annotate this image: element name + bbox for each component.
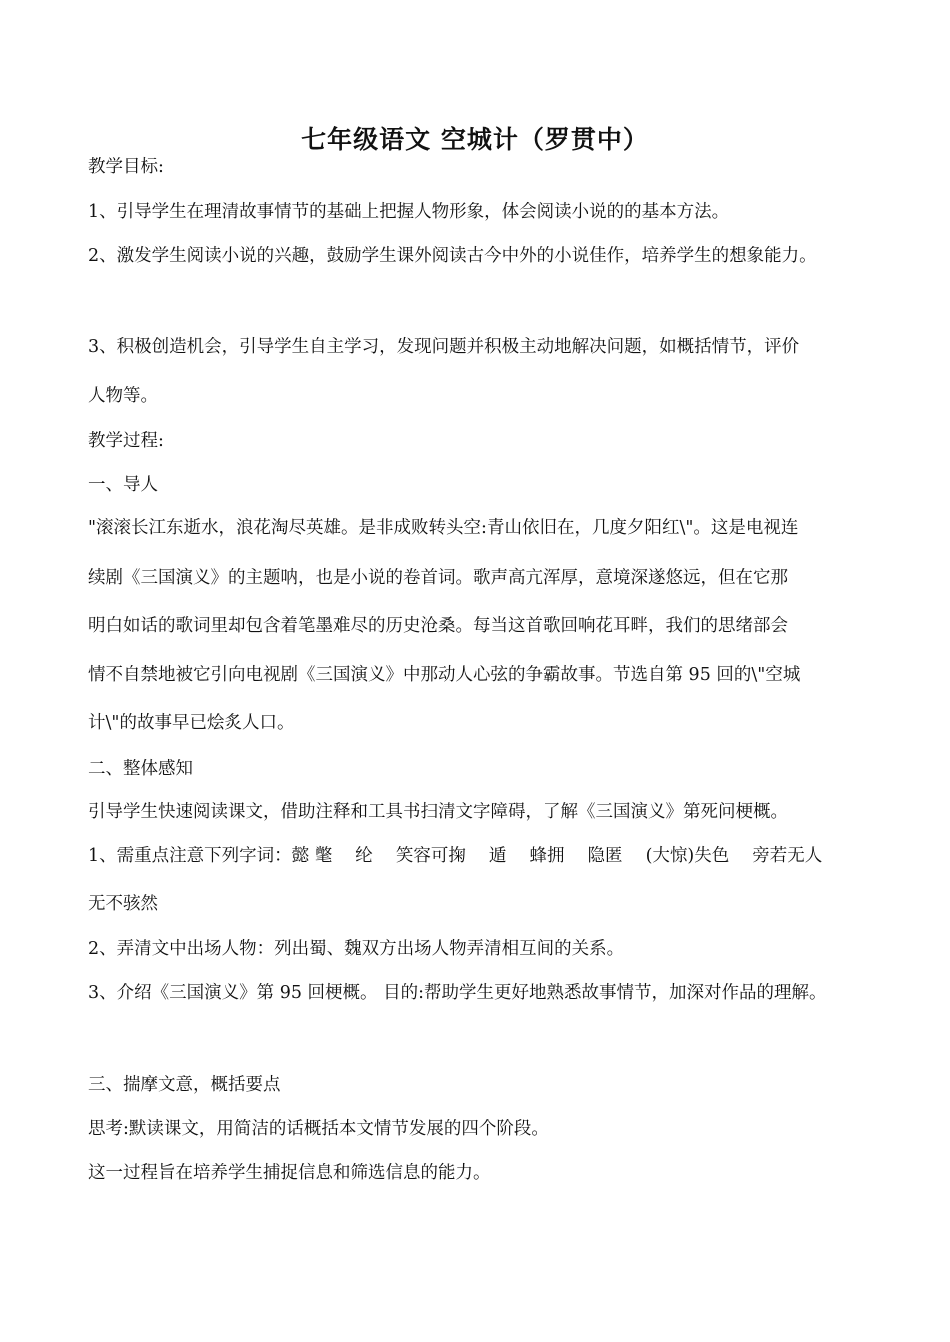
intro-paragraph-line-1: "滚滚长江东逝水，浪花淘尽英雄。是非成败转头空:青山依旧在，几度夕阳红\"。这是电视连 [88, 518, 799, 538]
perception-item-2: 2、弄清文中出场人物：列出蜀、魏双方出场人物弄清相互间的关系。 [88, 939, 625, 959]
intro-paragraph-line-5: 计\"的故事早已烩炙人口。 [88, 713, 295, 733]
perception-item-1-continued: 无不骇然 [88, 894, 158, 914]
step-heading-overall-perception: 二、整体感知 [88, 759, 193, 779]
step-heading-introduction: 一、导人 [88, 475, 158, 495]
analysis-question: 思考:默读课文，用简洁的话概括本文情节发展的四个阶段。 [88, 1119, 549, 1139]
analysis-purpose: 这一过程旨在培养学生捕捉信息和筛选信息的能力。 [88, 1163, 491, 1183]
document-title: 七年级语文 空城计（罗贯中） [301, 125, 649, 154]
section-heading-objectives: 教学目标: [88, 157, 164, 177]
step-heading-analysis: 三、揣摩文意，概括要点 [88, 1075, 281, 1095]
perception-intro: 引导学生快速阅读课文，借助注释和工具书扫清文字障碍，了解《三国演义》第死问梗概。 [88, 802, 788, 822]
perception-item-3: 3、介绍《三国演义》第 95 回梗概。 目的:帮助学生更好地熟悉故事情节，加深对作品的理解。 [88, 983, 827, 1003]
objective-1: 1、引导学生在理清故事情节的基础上把握人物形象，体会阅读小说的的基本方法。 [88, 202, 730, 222]
intro-paragraph-line-3: 明白如话的歌词里却包含着笔墨难尽的历史沧桑。每当这首歌回响花耳畔，我们的思绪部会 [88, 616, 788, 636]
objective-3-continued: 人物等。 [88, 386, 158, 406]
perception-item-1: 1、需重点注意下列字词：懿 氅 纶 笑容可掬 遁 蜂拥 隐匿 (大惊)失色 旁若无人 [88, 846, 823, 866]
intro-paragraph-line-4: 情不自禁地被它引向电视剧《三国演义》中那动人心弦的争霸故事。节选自第 95 回的\"空城 [88, 665, 801, 685]
section-heading-process: 教学过程: [88, 431, 164, 451]
objective-3: 3、积极创造机会，引导学生自主学习，发现问题并积极主动地解决问题，如概括情节，评价 [88, 337, 800, 357]
intro-paragraph-line-2: 续剧《三国演义》的主题呐，也是小说的卷首词。歌声高亢浑厚，意境深遂悠远，但在它那 [88, 568, 788, 588]
objective-2: 2、激发学生阅读小说的兴趣，鼓励学生课外阅读古今中外的小说佳作，培养学生的想象能力。 [88, 246, 817, 266]
